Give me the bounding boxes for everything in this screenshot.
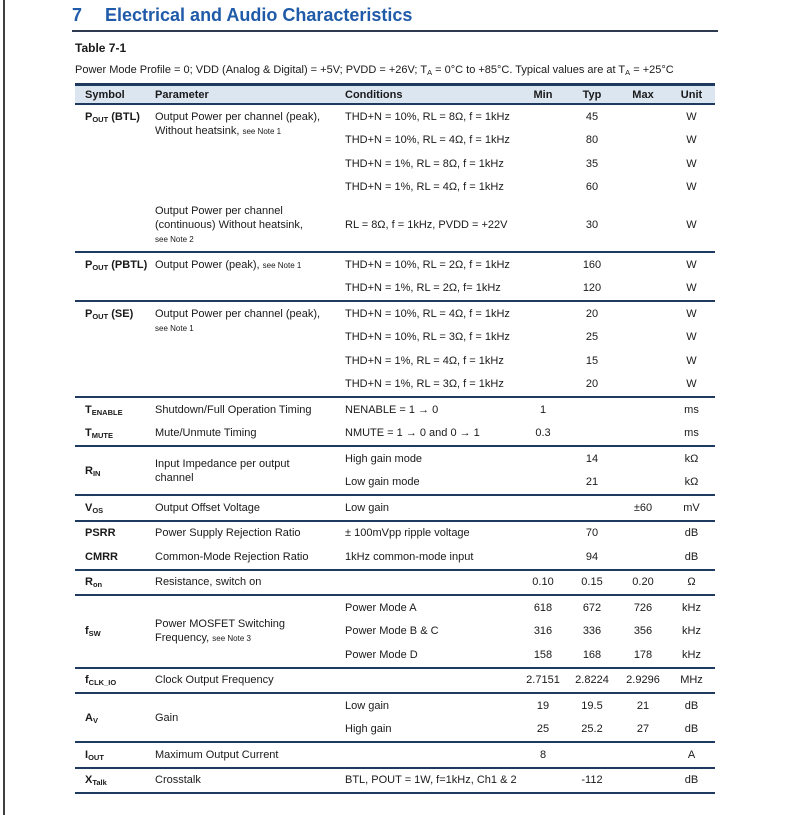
table-section xyxy=(75,105,715,253)
unit-cell: mV xyxy=(683,501,700,514)
condition-cell: THD+N = 1%, RL = 4Ω, f = 1kHz xyxy=(345,181,504,194)
subscript: V xyxy=(92,715,98,725)
table-entry xyxy=(75,596,715,667)
table-entry xyxy=(75,694,715,741)
max-value: 2.9296 xyxy=(626,674,660,687)
table-entry xyxy=(75,743,715,767)
typ-value: 336 xyxy=(582,625,602,638)
condition-rows xyxy=(342,422,715,446)
table-row xyxy=(342,105,715,129)
condition-cell: 1kHz common-mode input xyxy=(345,550,474,563)
symbol-text: CMRR xyxy=(85,550,118,563)
condition-rows xyxy=(342,199,715,251)
condition-cell: High gain xyxy=(345,723,392,736)
parameter-cell xyxy=(152,694,342,741)
condition-rows xyxy=(342,596,715,667)
note-text: see Note 1 xyxy=(155,324,194,333)
parameter-cell xyxy=(152,105,342,199)
parameter-cell xyxy=(152,302,342,396)
parameter-blocks xyxy=(152,743,715,767)
parameter-blocks xyxy=(152,522,715,546)
unit-cell: dB xyxy=(684,699,699,712)
table-section xyxy=(75,447,715,496)
parameter-blocks xyxy=(152,694,715,741)
condition-cell: THD+N = 1%, RL = 8Ω, f = 1kHz xyxy=(345,157,504,170)
parameter-line: Resistance, switch on xyxy=(155,576,262,589)
symbol-cell xyxy=(75,596,152,667)
table-row xyxy=(342,373,715,397)
symbol-cell xyxy=(75,302,152,396)
table-entry xyxy=(75,545,715,569)
parameter-blocks xyxy=(152,447,715,494)
parameter-line: Power MOSFET Switching xyxy=(155,617,286,630)
symbol-text: $T_{MUTE}$ xyxy=(85,427,113,441)
typ-value: 19.5 xyxy=(581,699,603,712)
symbol-text: $f_{SW}$ xyxy=(85,625,101,639)
note-text: see Note 1 xyxy=(262,261,302,270)
max-value: 27 xyxy=(636,723,650,736)
max-value: 178 xyxy=(633,648,653,661)
parameter-block xyxy=(152,422,715,446)
min-value: 2.7151 xyxy=(526,674,560,687)
unit-cell: kHz xyxy=(682,648,701,661)
table-row xyxy=(342,718,715,742)
parameter-blocks xyxy=(152,105,715,251)
table-section xyxy=(75,253,715,302)
section-number: 7 xyxy=(72,5,83,25)
table-body xyxy=(75,105,715,794)
symbol-text: $T_{ENABLE}$ xyxy=(85,403,123,417)
max-value: 726 xyxy=(633,601,653,614)
parameter-line: Input Impedance per output xyxy=(155,457,290,470)
condition-cell: Power Mode D xyxy=(345,648,418,661)
parameter-block xyxy=(152,743,715,767)
parameter-block xyxy=(152,447,715,494)
parameter-block xyxy=(152,545,715,569)
parameter-line: Without heatsink, see Note 1 xyxy=(155,125,282,137)
parameter-cell xyxy=(152,253,342,300)
table-row xyxy=(342,769,715,793)
table-section xyxy=(75,398,715,447)
condition-rows xyxy=(342,302,715,396)
parameter-cell xyxy=(152,769,342,793)
typ-value: 2.8224 xyxy=(575,674,609,687)
parameter-line: Shutdown/Full Operation Timing xyxy=(155,403,312,416)
characteristics-table xyxy=(75,83,715,794)
table-entry xyxy=(75,522,715,546)
parameter-block xyxy=(152,253,715,300)
parameter-cell xyxy=(152,199,342,251)
max-value: 21 xyxy=(636,699,650,712)
parameter-line: Mute/Unmute Timing xyxy=(155,427,257,440)
parameter-blocks xyxy=(152,545,715,569)
condition-cell: Low gain mode xyxy=(345,476,420,489)
table-section xyxy=(75,522,715,571)
condition-cell: NENABLE = 1 → 0 xyxy=(345,403,439,416)
table-section xyxy=(75,743,715,769)
typ-value: 45 xyxy=(585,110,599,123)
table-entry xyxy=(75,105,715,251)
table-row xyxy=(342,596,715,620)
page-content xyxy=(72,0,718,794)
table-entry xyxy=(75,422,715,446)
symbol-cell xyxy=(75,522,152,546)
parameter-line: Output Power per channel (peak), xyxy=(155,308,321,320)
symbol-cell xyxy=(75,571,152,595)
typ-value: 168 xyxy=(582,648,602,661)
typ-value: 30 xyxy=(585,219,599,231)
parameter-line: Gain xyxy=(155,711,179,724)
symbol-text: $R_{IN}$ xyxy=(85,464,101,478)
parameter-blocks xyxy=(152,302,715,396)
symbol-text: $X_{Talk}$ xyxy=(85,774,107,788)
symbol-cell xyxy=(75,253,152,300)
condition-cell: THD+N = 1%, RL = 4Ω, f = 1kHz xyxy=(345,354,504,367)
symbol-text: $P_{OUT}$ (BTL) xyxy=(85,111,140,124)
parameter-block xyxy=(152,199,715,251)
unit-cell: kHz xyxy=(682,601,701,614)
parameter-block xyxy=(152,596,715,667)
parameter-blocks xyxy=(152,496,715,520)
unit-cell: W xyxy=(686,219,697,231)
parameter-line: Output Power per channel xyxy=(155,205,283,217)
table-entry xyxy=(75,398,715,422)
symbol-text: $A_V$ xyxy=(85,711,98,725)
condition-rows xyxy=(342,694,715,741)
parameter-line: Common-Mode Rejection Ratio xyxy=(155,550,309,563)
symbol-cell xyxy=(75,769,152,793)
parameter-line: Power Supply Rejection Ratio xyxy=(155,527,301,540)
condition-rows xyxy=(342,669,715,693)
unit-cell: kΩ xyxy=(684,476,699,489)
header-cell-typ: Typ xyxy=(582,88,602,101)
unit-cell: dB xyxy=(684,550,699,563)
condition-rows xyxy=(342,571,715,595)
header-cell-parameter: Parameter xyxy=(155,88,209,101)
table-row xyxy=(342,326,715,350)
symbol-text: $P_{OUT}$ (SE) xyxy=(85,308,134,321)
table-entry xyxy=(75,302,715,396)
condition-rows xyxy=(342,447,715,494)
table-row xyxy=(342,398,715,422)
symbol-cell xyxy=(75,422,152,446)
max-value: 0.20 xyxy=(632,576,654,589)
condition-rows xyxy=(342,743,715,767)
condition-rows xyxy=(342,398,715,422)
note-text: see Note 1 xyxy=(242,127,282,136)
table-row xyxy=(342,669,715,693)
typ-value: 14 xyxy=(585,452,599,465)
subscript: OUT xyxy=(88,752,104,762)
min-value: 158 xyxy=(533,648,553,661)
condition-cell: Low gain xyxy=(345,699,390,712)
subscript: OUT xyxy=(92,115,109,124)
typ-value: 21 xyxy=(585,476,599,489)
header-cell-symbol: Symbol xyxy=(85,88,125,101)
page-left-edge xyxy=(3,0,5,815)
parameter-line: Clock Output Frequency xyxy=(155,674,274,687)
table-entry xyxy=(75,253,715,300)
typ-value: 80 xyxy=(585,134,599,147)
unit-cell: W xyxy=(686,157,697,170)
parameter-cell xyxy=(152,522,342,546)
parameter-block xyxy=(152,522,715,546)
typ-value: 25.2 xyxy=(581,723,603,736)
max-value: 356 xyxy=(633,625,653,638)
condition-cell: High gain mode xyxy=(345,452,423,465)
test-conditions-note: Power Mode Profile = 0; VDD (Analog & Digital) = +5V; PVDD = +26V; $T_A = 0^\circ C$ to +85°C. Typical values are at $T_A = +25^\circ C$ xyxy=(75,64,674,77)
parameter-cell xyxy=(152,545,342,569)
table-section xyxy=(75,571,715,597)
table-row xyxy=(342,213,715,237)
parameter-line: Output Offset Voltage xyxy=(155,501,260,514)
unit-cell: W xyxy=(686,181,697,194)
subscript: ENABLE xyxy=(91,407,123,417)
condition-cell: RL = 8Ω, f = 1kHz, PVDD = +22V xyxy=(345,219,508,231)
table-row xyxy=(342,422,715,446)
symbol-cell xyxy=(75,447,152,494)
parameter-cell xyxy=(152,571,342,595)
condition-cell: THD+N = 10%, RL = 4Ω, f = 1kHz xyxy=(345,307,510,320)
subscript: CLK_IO xyxy=(88,678,117,688)
unit-cell: Ω xyxy=(687,576,696,589)
symbol-cell xyxy=(75,496,152,520)
parameter-blocks xyxy=(152,769,715,793)
table-row xyxy=(342,253,715,277)
parameter-blocks xyxy=(152,596,715,667)
unit-cell: ms xyxy=(684,427,699,440)
subscript: A xyxy=(625,68,631,77)
parameter-cell xyxy=(152,743,342,767)
symbol-text: $P_{OUT}$ (PBTL) xyxy=(85,259,148,272)
subscript: OS xyxy=(92,505,104,515)
parameter-block xyxy=(152,694,715,741)
condition-cell: Low gain xyxy=(345,501,390,514)
unit-cell: W xyxy=(686,134,697,147)
symbol-cell xyxy=(75,743,152,767)
table-row xyxy=(342,349,715,373)
typ-value: 20 xyxy=(585,307,599,320)
table-row xyxy=(342,302,715,326)
condition-rows xyxy=(342,769,715,793)
parameter-blocks xyxy=(152,422,715,446)
unit-cell: kHz xyxy=(682,625,701,638)
header-cell-conditions: Conditions xyxy=(345,88,403,101)
unit-cell: W xyxy=(686,354,697,367)
max-value: ±60 xyxy=(633,501,653,514)
condition-cell: THD+N = 1%, RL = 2Ω, f= 1kHz xyxy=(345,282,501,295)
unit-cell: W xyxy=(686,307,697,320)
unit-cell: dB xyxy=(684,527,699,540)
unit-cell: ms xyxy=(684,403,699,416)
note-text: see Note 3 xyxy=(212,633,251,643)
symbol-text: $V_{OS}$ xyxy=(85,501,104,515)
unit-cell: W xyxy=(686,110,697,123)
parameter-cell xyxy=(152,496,342,520)
table-header-row xyxy=(75,83,715,105)
parameter-line: channel xyxy=(155,471,194,484)
table-entry xyxy=(75,769,715,793)
parameter-line: Output Power (peak), see Note 1 xyxy=(155,259,302,271)
typ-value: 15 xyxy=(585,354,599,367)
header-cell-unit: Unit xyxy=(680,88,703,101)
parameter-block xyxy=(152,769,715,793)
condition-cell: Power Mode A xyxy=(345,601,417,614)
parameter-cell xyxy=(152,447,342,494)
header-cell-min: Min xyxy=(533,88,553,101)
subscript: MUTE xyxy=(91,431,113,441)
subscript: SW xyxy=(88,629,101,639)
min-value: 618 xyxy=(533,601,553,614)
table-section xyxy=(75,769,715,795)
table-section xyxy=(75,694,715,743)
table-row xyxy=(342,522,715,546)
condition-cell: THD+N = 10%, RL = 8Ω, f = 1kHz xyxy=(345,110,510,123)
table-section xyxy=(75,596,715,669)
header-cell-max: Max xyxy=(632,88,654,101)
unit-cell: W xyxy=(686,282,697,295)
table-section xyxy=(75,302,715,398)
typ-value: 35 xyxy=(585,157,599,170)
parameter-blocks xyxy=(152,253,715,300)
parameter-blocks xyxy=(152,669,715,693)
min-value: 1 xyxy=(539,403,547,416)
table-row xyxy=(342,743,715,767)
parameter-block xyxy=(152,105,715,199)
table-entry xyxy=(75,571,715,595)
parameter-cell xyxy=(152,422,342,446)
symbol-cell xyxy=(75,694,152,741)
parameter-line xyxy=(155,321,330,336)
table-row xyxy=(342,545,715,569)
parameter-block xyxy=(152,496,715,520)
symbol-cell xyxy=(75,105,152,251)
typ-value: 60 xyxy=(585,181,599,194)
parameter-line: (continuous) Without heatsink, xyxy=(155,219,303,231)
section-heading xyxy=(72,0,718,32)
parameter-line: Output Power per channel (peak), xyxy=(155,111,321,123)
table-row xyxy=(342,447,715,471)
symbol-cell xyxy=(75,398,152,422)
condition-cell: THD+N = 10%, RL = 3Ω, f = 1kHz xyxy=(345,331,510,344)
symbol-text: $R_{on}$ xyxy=(85,576,103,590)
parameter-line xyxy=(155,232,330,247)
min-value: 25 xyxy=(536,723,550,736)
min-value: 0.10 xyxy=(532,576,554,589)
parameter-blocks xyxy=(152,398,715,422)
typ-value: 25 xyxy=(585,331,599,344)
parameter-line: Crosstalk xyxy=(155,774,201,787)
subscript: OUT xyxy=(92,263,109,272)
symbol-cell xyxy=(75,669,152,693)
unit-cell: A xyxy=(687,748,696,761)
typ-value: -112 xyxy=(581,774,603,787)
subscript: A xyxy=(427,68,433,77)
symbol-text: PSRR xyxy=(85,527,116,540)
unit-cell: dB xyxy=(684,723,699,736)
table-entry xyxy=(75,447,715,494)
note-text: see Note 2 xyxy=(155,235,194,244)
condition-rows xyxy=(342,522,715,546)
subscript: Talk xyxy=(92,778,107,788)
table-entry xyxy=(75,496,715,520)
table-row xyxy=(342,694,715,718)
typ-value: 0.15 xyxy=(581,576,603,589)
unit-cell: kΩ xyxy=(684,452,699,465)
symbol-text: $I_{OUT}$ xyxy=(85,748,104,762)
subscript: on xyxy=(92,580,103,590)
typ-value: 160 xyxy=(582,258,602,271)
typ-value: 70 xyxy=(585,527,599,540)
parameter-line: Frequency, see Note 3 xyxy=(155,631,251,644)
table-row xyxy=(342,277,715,301)
parameter-block xyxy=(152,669,715,693)
table-row xyxy=(342,571,715,595)
condition-rows xyxy=(342,545,715,569)
parameter-cell xyxy=(152,596,342,667)
condition-cell: THD+N = 10%, RL = 4Ω, f = 1kHz xyxy=(345,134,510,147)
typ-value: 120 xyxy=(582,282,602,295)
condition-cell: THD+N = 1%, RL = 3Ω, f = 1kHz xyxy=(345,378,504,391)
table-row xyxy=(342,620,715,644)
condition-cell: ± 100mVpp ripple voltage xyxy=(345,527,470,540)
section-title: Electrical and Audio Characteristics xyxy=(105,5,413,25)
unit-cell: dB xyxy=(684,774,699,787)
table-caption: Table 7-1 xyxy=(75,41,127,55)
unit-cell: W xyxy=(686,378,697,391)
subscript: IN xyxy=(92,468,101,478)
subscript: OUT xyxy=(92,312,109,321)
table-section xyxy=(75,496,715,522)
unit-cell: W xyxy=(686,258,697,271)
condition-rows xyxy=(342,253,715,300)
condition-cell: THD+N = 10%, RL = 2Ω, f = 1kHz xyxy=(345,258,510,271)
table-entry xyxy=(75,669,715,693)
min-value: 19 xyxy=(536,699,550,712)
typ-value: 20 xyxy=(585,378,599,391)
min-value: 0.3 xyxy=(535,427,551,440)
table-row xyxy=(342,129,715,153)
condition-cell: BTL, POUT = 1W, f=1kHz, Ch1 & 2 xyxy=(345,774,517,787)
parameter-cell xyxy=(152,669,342,693)
condition-cell: NMUTE = 1 → 0 and 0 → 1 xyxy=(345,427,480,440)
min-value: 316 xyxy=(533,625,553,638)
table-row xyxy=(342,496,715,520)
table-section xyxy=(75,669,715,695)
table-row xyxy=(342,152,715,176)
unit-cell: MHz xyxy=(680,674,703,687)
condition-rows xyxy=(342,496,715,520)
table-row xyxy=(342,643,715,667)
table-row xyxy=(342,176,715,200)
parameter-block xyxy=(152,302,715,396)
parameter-block xyxy=(152,398,715,422)
symbol-cell xyxy=(75,545,152,569)
symbol-text: $f_{CLK\_IO}$ xyxy=(85,674,117,688)
parameter-line: Maximum Output Current xyxy=(155,748,279,761)
typ-value: 94 xyxy=(585,550,599,563)
condition-rows xyxy=(342,105,715,199)
parameter-block xyxy=(152,571,715,595)
parameter-blocks xyxy=(152,571,715,595)
unit-cell: W xyxy=(686,331,697,344)
min-value: 8 xyxy=(539,748,547,761)
typ-value: 672 xyxy=(582,601,602,614)
parameter-cell xyxy=(152,398,342,422)
table-row xyxy=(342,471,715,495)
condition-cell: Power Mode B & C xyxy=(345,625,439,638)
